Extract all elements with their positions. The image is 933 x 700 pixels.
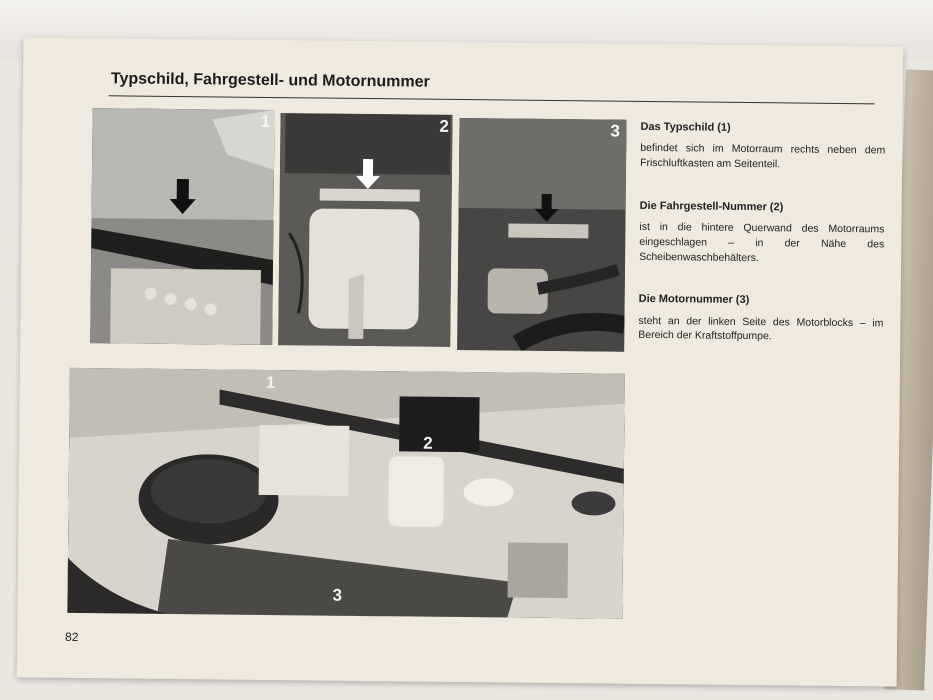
section-body-engine-number: steht an der linken Seite des Motorblocks – im Bereich der Kraftstoffpumpe. [638,314,884,343]
engine-bay-label-1: 1 [265,372,276,393]
section-title-type-plate: Das Typschild (1) [640,120,731,134]
section-body-chassis-number: ist in die hintere Querwand des Motorraums eingeschlagen – in der Nähe des Scheibenwaschbehälters. [639,221,885,264]
section-title-chassis-number: Die Fahrgestell-Nummer (2) [639,199,784,214]
photo-type-plate [90,108,274,345]
page-number: 82 [65,629,79,645]
photo-chassis-number [278,113,452,347]
page-heading: Typschild, Fahrgestell- und Motornummer [110,70,430,91]
engine-bay-label-2: 2 [423,433,433,453]
photo-number-2: 2 [439,116,450,136]
section-title-engine-number: Die Motornummer (3) [638,293,750,307]
photo-engine-number [457,118,626,352]
engine-bay-label-3: 3 [332,585,343,605]
section-body-type-plate: befindet sich im Motorraum rechts neben dem Frischluftkasten am Seitenteil. [640,142,886,171]
manual-page [17,37,904,686]
photo-engine-bay [67,368,625,619]
photo-number-3: 3 [610,121,620,141]
description-column [638,120,886,374]
heading-rule [109,95,875,104]
photo-number-1: 1 [260,111,271,131]
